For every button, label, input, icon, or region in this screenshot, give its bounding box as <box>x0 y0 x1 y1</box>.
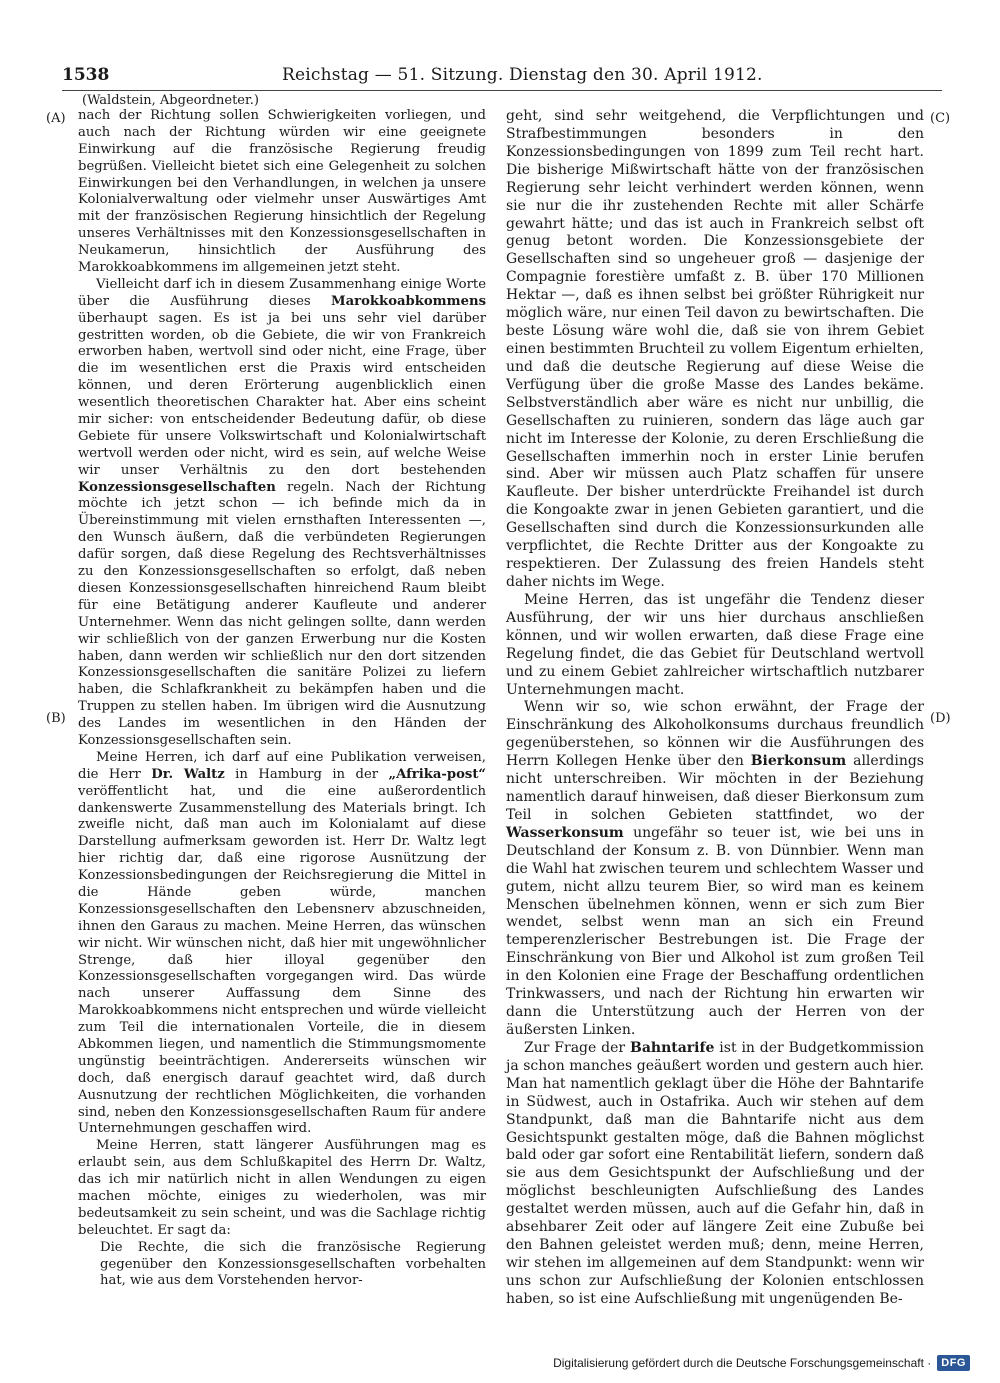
margin-mark-b: (B) <box>46 711 66 726</box>
paragraph-text: Vielleicht darf ich in diesem Zusammenhang einige Worte über die Ausführung dieses <box>78 276 486 309</box>
paragraph-text: ist in der Budgetkommission ja schon manches geäußert worden und gestern auch hier. Man hat namentlich geklagt über die Höhe der Bahntarife in Südwest, auch in Ostafrika. Auch wir stehen auf dem Standpunkt, daß man die Bahntarife nicht aus dem Gesichtspunkt gestalten möge, daß die Bahnen möglichst bald oder gar sofort eine Rentabilität liefern, sondern daß sie aus dem Gesichtspunkt der Aufschließung und der möglichst beschleunigten Aufschließung des Landes gestaltet werden müssen, auch auf die Gefahr hin, daß in absehbarer Zeit oder auf längere Zeit eine Zubuße bei den Bahnen geleistet werden muß; denn, meine Herren, wir stehen im allgemeinen auf dem Standpunkt: wenn wir uns schon zur Aufschließung der Kolonien entschlossen haben, so ist eine Aufschließung mit ungenügenden Be- <box>506 1039 924 1307</box>
margin-mark-a: (A) <box>46 111 66 126</box>
header-rule <box>62 90 942 91</box>
emphasis-afrika-post: „Afrika-post“ <box>388 766 487 782</box>
running-title: Reichstag — 51. Sitzung. Dienstag den 30. April 1912. <box>282 65 763 85</box>
margin-mark-d: (D) <box>930 711 951 726</box>
paragraph <box>506 1040 924 1309</box>
paragraph: Meine Herren, das ist ungefähr die Tendenz dieser Ausführung, der wir uns hier durchaus anschließen können, und wir wollen erwarten, daß diese Frage eine Regelung findet, die das Gebiet für Deutschland wertvoll und zu einem Gebiet zahlreicher wirtschaftlich nutzbarer Unternehmungen macht. <box>506 591 924 698</box>
paragraph-text: Wenn wir so, wie schon erwähnt, der Frage der Einschränkung des Alkoholkonsums durchaus freundlich gegenüberstehen, so können wir die Ausführungen des Herrn Kollegen Henke über den <box>506 699 924 770</box>
quote-paragraph: geht, sind sehr weitgehend, die Verpflichtungen und Strafbestimmungen besonders in den Konzessionsbedingungen von 1899 zum Teil recht hart. Die bisherige Mißwirtschaft hätte von der französischen Regierung sehr leicht verhindert werden können, wenn sie nur die ihr zustehenden Rechte mit aller Schärfe gewahrt hätte; und das ist auch in Frankreich selbst oft genug betont worden. Die Konzessionsgebiete der Gesellschaften sind so ungeheuer groß — dasjenige der Compagnie forestière umfaßt z. B. über 170 Millionen Hektar —, daß es ihnen selbst bei größter Rührigkeit nur möglich wäre, nur einen Teil davon zu bewirtschaften. Die beste Lösung wäre wohl die, daß sie von ihrem Gebiet einen bestimmten Bruchteil zu vollem Eigentum erhielten, und daß die deutsche Regierung auf diese Weise die Verfügung über die große Masse des Landes bekäme. Selbstverständlich aber wäre es nicht nur unbillig, die Gesellschaften zu ruinieren, sondern das läge auch gar nicht im Interesse der Kolonie, zu deren Erschließung die Gesellschaften immerhin noch in erster Linie berufen sind. Aber wir müssen auch Platz schaffen für unsere Kaufleute. Der bisher unterdrückte Freihandel ist durch die Kongoakte zwar in jenen Gebieten garantiert, und die Gesellschaften sind durch die Konzessionsurkunden alle verpflichtet, die Rechte Dritter aus der Kongoakte zu respektieren. Der Zulassung des freien Handels steht daher nichts im Wege. <box>506 108 924 590</box>
paragraph-text: veröffentlicht hat, und die eine außerordentlich dankenswerte Zusammenstellung des Materials bringt. Ich zweifle nicht, daß man auch im Kolonialamt auf diese Darstellung aufmerksam geworden ist. Herr Dr. Waltz legt hier richtig dar, daß eine rigorose Ausnützung der Konzessionsbedingungen der Reichsregierung die Mittel in die Hände geben würde, manchen Konzessionsgesellschaften den Lebensnerv abzuschneiden, ihnen den Garaus zu machen. Meine Herren, das wünschen wir nicht. Wir wünschen nicht, daß hier mit ungewöhnlicher Strenge, daß hier illoyal gegenüber den Konzessionsgesellschaften vorgegangen wird. Das würde nach unserer Auffassung dem Sinne des Marokkoabkommens nicht entsprechen und würde vielleicht zum Teil die internationalen Vorteile, die in diesem Abkommen liegen, und namentlich die Stimmungsmomente ungünstig beeinträchtigen. Andererseits wünschen wir doch, daß energisch darauf geachtet wird, daß durch Ausnutzung der rechtlichen Möglichkeiten, die vorhanden sind, neben den Konzessionsgesellschaften Raum für andere Unternehmungen geschaffen wird. <box>78 783 486 1137</box>
dfg-logo: DFG <box>937 1355 970 1371</box>
emphasis-dr-waltz: Dr. Waltz <box>151 766 225 782</box>
emphasis-marokkoabkommens: Marokkoabkommens <box>331 293 486 309</box>
speaker-note: (Waldstein, Abgeordneter.) <box>82 93 259 108</box>
paragraph <box>78 277 486 750</box>
paragraph-text: Meine Herren, ich darf auf eine Publikation verweisen, die Herr <box>78 749 486 782</box>
right-column <box>506 108 924 1309</box>
paragraph-text: überhaupt sagen. Es ist ja bei uns sehr viel darüber gestritten worden, ob die Gebiete, die wir von Frankreich erworben haben, wertvoll sind oder nicht, eine Frage, über die im wesentlichen erst die Praxis wird entscheiden können, und deren Erörterung augenblicklich einen wesentlich theoretischen Charakter hat. Aber eins scheint mir sicher: von entscheidender Bedeutung dafür, ob diese Gebiete für unsere Volkswirtschaft und Kolonialwirtschaft wertvoll werden oder nicht, wird es sein, auf welche Weise wir unser Verhältnis zu den dort bestehenden <box>78 310 486 478</box>
page-header <box>62 60 942 90</box>
page-number: 1538 <box>62 65 110 85</box>
paragraph-text: allerdings nicht unterschreiben. Wir möchten in der Beziehung namentlich darauf hinweisen, daß dieser Bierkonsum zum Teil in solchen Gebieten stattfindet, wo der <box>506 753 924 823</box>
footer-text: Digitalisierung gefördert durch die Deutsche Forschungsgemeinschaft · <box>553 1356 932 1370</box>
emphasis-bierkonsum: Bierkonsum <box>750 753 847 770</box>
emphasis-bahntarife: Bahntarife <box>629 1039 715 1056</box>
footer <box>553 1355 970 1371</box>
paragraph-text: Zur Frage der <box>524 1039 630 1056</box>
left-column <box>78 108 486 1290</box>
paragraph <box>78 750 486 1138</box>
emphasis-konzessionsgesellschaften: Konzessionsgesellschaften <box>78 479 276 495</box>
paragraph-text: regeln. Nach der Richtung möchte ich jetzt schon — ich befinde mich da in Übereinstimmung mit vielen ernsthaften Interessenten —, den Wunsch äußern, daß die verbündeten Regierungen dafür sorgen, daß diese Regelung des Rechtsverhältnisses zu den Konzessionsgesellschaften so erfolgt, daß neben diesen Konzessionsgesellschaften hinreichend Raum bleibt für eine Betätigung anderer Kaufleute und anderer Unternehmer. Wenn das nicht gelingen sollte, dann werden wir schließlich von der ganzen Erwerbung nur die Kosten haben, dann werden wir schließlich nur den dort sitzenden Konzessionsgesellschaften die sanitäre Polizei zu liefern haben, die Schlafkrankheit zu bekämpfen haben und die Truppen zu stellen haben. Im übrigen wird die Ausnutzung des Landes im wesentlichen in den Händen der Konzessionsgesellschaften sein. <box>78 479 486 748</box>
paragraph <box>506 699 924 1040</box>
paragraph-text: in Hamburg in der <box>224 766 389 782</box>
quote-paragraph: Die Rechte, die sich die französische Regierung gegenüber den Konzessionsgesellschaften vorbehalten hat, wie aus dem Vorstehenden hervor- <box>100 1239 486 1289</box>
emphasis-wasserkonsum: Wasserkonsum <box>506 824 624 841</box>
paragraph: Meine Herren, statt längerer Ausführungen mag es erlaubt sein, aus dem Schlußkapitel des Herrn Dr. Waltz, das ich mir natürlich nicht in allen Wendungen zu eigen machen möchte, einiges zu wiederholen, was mir bedeutsamkeit zu sein scheint, und was die Sachlage richtig beleuchtet. Er sagt da: <box>78 1138 486 1238</box>
paragraph: nach der Richtung sollen Schwierigkeiten vorliegen, und auch nach der Richtung würden wir eine geeignete Einwirkung auf die französische Regierung freudig begrüßen. Vielleicht bietet sich eine Gelegenheit zu solchen Einwirkungen bei den Verhandlungen, in welchen ja unsere Kolonialverwaltung oder vielmehr unser Auswärtiges Amt mit der französischen Regierung hinsichtlich der Regelung unseres Verhältnisses mit den Konzessionsgesellschaften in Neukamerun, hinsichtlich der Ausführung des Marokkoabkommens im allgemeinen jetzt steht. <box>78 108 486 276</box>
paragraph-text: ungefähr so teuer ist, wie bei uns in Deutschland der Konsum z. B. von Dünnbier. Wenn man die Wahl hat zwischen teurem und schlechtem Wasser und gutem, nicht allzu teurem Bier, so wird man es keinem Menschen übelnehmen können, wenn er sich zum Bier wendet, selbst wenn man an sich ein Freund temperenzlerischer Bestrebungen ist. Die Frage der Einschränkung von Bier und Alkohol ist zum großen Teil in den Kolonien eine Frage der Beschaffung ordentlichen Trinkwassers, und nach der Richtung hin erwarten wir dann die Unterstützung auch der Herren von der äußersten Linken. <box>506 824 924 1039</box>
margin-mark-c: (C) <box>930 111 951 126</box>
